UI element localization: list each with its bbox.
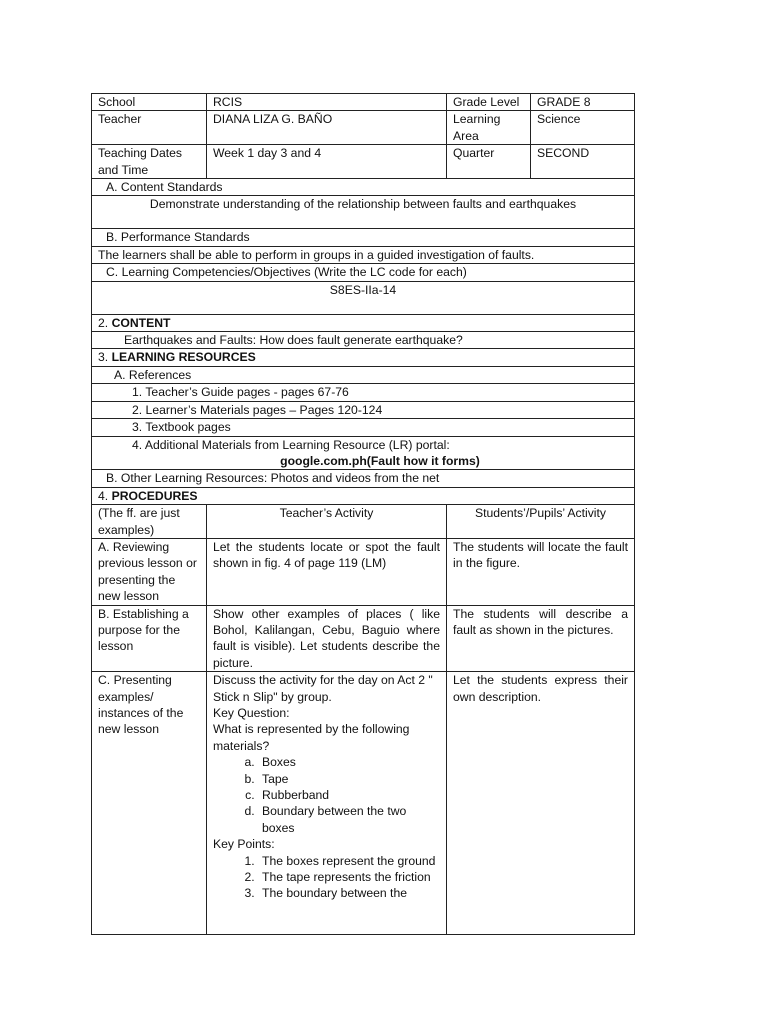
performance-standards-title-row bbox=[92, 229, 635, 246]
teaching-dates-label: Teaching Dates and Time bbox=[92, 145, 207, 179]
procedure-row bbox=[92, 605, 635, 672]
teacher-activity: Let the students locate or spot the fault shown in fig. 4 of page 119 (LM) bbox=[207, 538, 447, 605]
student-activity: The students will locate the fault in the figure. bbox=[447, 538, 635, 605]
competencies-title: C. Learning Competencies/Objectives (Write the LC code for each) bbox=[92, 264, 635, 281]
content-text: Earthquakes and Faults: How does fault generate earthquake? bbox=[92, 332, 635, 349]
list-item: d. Boundary between the two boxes bbox=[258, 803, 440, 836]
list-item: c. Rubberband bbox=[258, 787, 440, 803]
student-activity: The students will describe a fault as shown in the pictures. bbox=[447, 605, 635, 672]
content-standards-text-row bbox=[92, 196, 635, 229]
procedures-title-row bbox=[92, 487, 635, 504]
reference-row bbox=[92, 401, 635, 418]
teacher-value: DIANA LIZA G. BAÑO bbox=[207, 111, 447, 145]
header-row-teacher bbox=[92, 111, 635, 145]
student-activity: Let the students express their own description. bbox=[447, 672, 635, 935]
performance-standards-text-row bbox=[92, 246, 635, 263]
teaching-dates-value: Week 1 day 3 and 4 bbox=[207, 145, 447, 179]
procedures-header-row bbox=[92, 505, 635, 539]
reference-row bbox=[92, 419, 635, 436]
school-value: RCIS bbox=[207, 94, 447, 111]
other-resources: B. Other Learning Resources: Photos and videos from the net bbox=[92, 470, 635, 487]
school-label: School bbox=[92, 94, 207, 111]
quarter-value: SECOND bbox=[531, 145, 635, 179]
teacher-label: Teacher bbox=[92, 111, 207, 145]
reference-row bbox=[92, 436, 635, 470]
procedures-title: PROCEDURES bbox=[111, 488, 198, 503]
reference-row bbox=[92, 384, 635, 401]
grade-value: GRADE 8 bbox=[531, 94, 635, 111]
content-heading bbox=[92, 314, 635, 331]
procedure-step: B. Establishing a purpose for the lesson bbox=[92, 605, 207, 672]
procedures-col-teacher: Teacher’s Activity bbox=[207, 505, 447, 539]
content-standards-title: A. Content Standards bbox=[92, 179, 635, 196]
reference-item: 4. Additional Materials from Learning Resource (LR) portal: bbox=[132, 437, 450, 452]
resources-number: 3. bbox=[98, 350, 109, 365]
key-points-list bbox=[213, 853, 440, 902]
reference-additional-cell bbox=[92, 436, 635, 470]
resources-title: LEARNING RESOURCES bbox=[111, 350, 256, 365]
content-title-row bbox=[92, 314, 635, 331]
references-title: A. References bbox=[92, 366, 635, 383]
procedures-col-step: (The ff. are just examples) bbox=[92, 505, 207, 539]
teacher-activity bbox=[207, 672, 447, 935]
learning-area-value: Science bbox=[531, 111, 635, 145]
key-question: What is represented by the following materials? bbox=[213, 722, 410, 753]
procedures-heading bbox=[92, 487, 635, 504]
procedure-step: A. Reviewing previous lesson or presenting the new lesson bbox=[92, 538, 207, 605]
quarter-label: Quarter bbox=[447, 145, 531, 179]
lesson-plan-table bbox=[91, 93, 635, 935]
content-standards-text: Demonstrate understanding of the relationship between faults and earthquakes bbox=[92, 196, 635, 229]
competency-code: S8ES-IIa-14 bbox=[92, 281, 635, 314]
header-row-school bbox=[92, 94, 635, 111]
procedure-step: C. Presenting examples/ instances of the new lesson bbox=[92, 672, 207, 935]
learning-area-label: Learning Area bbox=[447, 111, 531, 145]
procedure-row bbox=[92, 672, 635, 935]
performance-standards-title: B. Performance Standards bbox=[92, 229, 635, 246]
list-item: b. Tape bbox=[258, 771, 440, 787]
activity-intro: Discuss the activity for the day on Act 2 " Stick n Slip" by group. bbox=[213, 673, 433, 704]
teacher-activity: Show other examples of places ( like Bohol, Kalilangan, Cebu, Baguio where fault is visible). Let students describe the picture. bbox=[207, 605, 447, 672]
content-standards-title-row bbox=[92, 179, 635, 196]
procedures-number: 4. bbox=[98, 488, 109, 503]
content-title: CONTENT bbox=[111, 315, 171, 330]
key-question-label: Key Question: bbox=[213, 706, 290, 720]
performance-standards-text: The learners shall be able to perform in groups in a guided investigation of faults. bbox=[92, 246, 635, 263]
other-resources-row bbox=[92, 470, 635, 487]
procedure-row bbox=[92, 538, 635, 605]
reference-item: 3. Textbook pages bbox=[92, 419, 635, 436]
competencies-code-row bbox=[92, 281, 635, 314]
references-row bbox=[92, 366, 635, 383]
resources-heading bbox=[92, 349, 635, 366]
key-points-label: Key Points: bbox=[213, 837, 275, 852]
procedures-col-student: Students’/Pupils’ Activity bbox=[447, 505, 635, 539]
reference-item: 1. Teacher’s Guide pages - pages 67-76 bbox=[92, 384, 635, 401]
content-number: 2. bbox=[98, 315, 109, 330]
materials-list bbox=[213, 754, 440, 836]
portal-link[interactable]: google.com.ph(Fault how it forms) bbox=[280, 453, 480, 468]
list-item: a. Boxes bbox=[258, 754, 440, 770]
list-item: 3. The boundary between the bbox=[258, 885, 440, 901]
competencies-title-row bbox=[92, 264, 635, 281]
list-item: 2. The tape represents the friction bbox=[258, 869, 440, 885]
reference-item: 2. Learner’s Materials pages – Pages 120-124 bbox=[92, 401, 635, 418]
header-row-dates bbox=[92, 145, 635, 179]
list-item: 1. The boxes represent the ground bbox=[258, 853, 440, 869]
grade-label: Grade Level bbox=[447, 94, 531, 111]
resources-title-row bbox=[92, 349, 635, 366]
content-text-row bbox=[92, 332, 635, 349]
